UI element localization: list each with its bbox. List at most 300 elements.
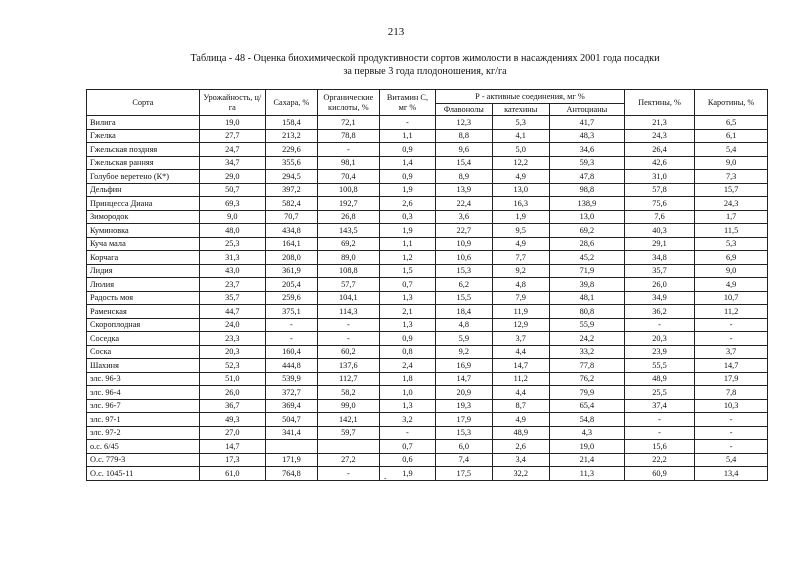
table-cell: 112,7 — [317, 372, 379, 386]
table-cell: - — [624, 318, 694, 332]
table-cell: 3,6 — [436, 210, 492, 224]
table-cell: 55,9 — [549, 318, 624, 332]
table-cell: 5,3 — [492, 116, 549, 130]
table-cell: 11,9 — [492, 305, 549, 319]
table-cell: 76,2 — [549, 372, 624, 386]
table-cell: 37,4 — [624, 399, 694, 413]
caption-line-1: Таблица - 48 - Оценка биохимической продуктивности сортов жимолости в насаждениях 2001 года посадки — [190, 53, 660, 64]
table-cell: 9,0 — [695, 264, 768, 278]
table-cell: 1,1 — [379, 237, 435, 251]
table-row — [87, 237, 768, 251]
table-row — [87, 183, 768, 197]
table-cell: 4,9 — [695, 278, 768, 292]
table-cell: 361,9 — [265, 264, 317, 278]
table-cell: 138,9 — [549, 197, 624, 211]
table-cell: 32,2 — [492, 467, 549, 481]
table-cell: 17,3 — [199, 453, 265, 467]
table-cell: 8,8 — [436, 129, 492, 143]
table-cell: 48,1 — [549, 291, 624, 305]
table-cell: 397,2 — [265, 183, 317, 197]
table-cell: 23,7 — [199, 278, 265, 292]
table-row — [87, 291, 768, 305]
table-cell: 4,3 — [549, 426, 624, 440]
table-cell: 19,3 — [436, 399, 492, 413]
cell-sort-name: Голубое веретено (К*) — [87, 170, 200, 184]
table-cell: 65,4 — [549, 399, 624, 413]
table-cell: 1,9 — [379, 183, 435, 197]
table-cell: 20,3 — [199, 345, 265, 359]
header-flavonols: Флавонолы — [436, 104, 492, 116]
table-cell: 100,8 — [317, 183, 379, 197]
table-row — [87, 156, 768, 170]
table-cell: 11,3 — [549, 467, 624, 481]
table-row — [87, 413, 768, 427]
table-cell: 44,7 — [199, 305, 265, 319]
table-cell: 137,6 — [317, 359, 379, 373]
cell-sort-name: Зимородок — [87, 210, 200, 224]
table-cell: 171,9 — [265, 453, 317, 467]
table-cell: 60,2 — [317, 345, 379, 359]
table-caption — [90, 52, 760, 78]
header-vitamin-c: Витамин С, мг % — [379, 90, 435, 116]
table-cell: 7,8 — [695, 386, 768, 400]
table-body — [87, 116, 768, 481]
table-cell: 13,0 — [549, 210, 624, 224]
table-cell: 9,2 — [492, 264, 549, 278]
cell-sort-name: элс. 97-2 — [87, 426, 200, 440]
table-cell: 764,8 — [265, 467, 317, 481]
table-cell: 25,3 — [199, 237, 265, 251]
table-cell: 372,7 — [265, 386, 317, 400]
table-cell: 9,5 — [492, 224, 549, 238]
table-cell: 59,7 — [317, 426, 379, 440]
table-cell: 14,7 — [199, 440, 265, 454]
table-cell: 213,2 — [265, 129, 317, 143]
table-cell: 20,3 — [624, 332, 694, 346]
table-cell: 98,1 — [317, 156, 379, 170]
table-cell: 14,7 — [695, 359, 768, 373]
table-cell: 2,6 — [379, 197, 435, 211]
table-cell: 4,9 — [492, 170, 549, 184]
table-cell: 27,2 — [317, 453, 379, 467]
table-cell: 0,8 — [379, 345, 435, 359]
table-row — [87, 453, 768, 467]
cell-sort-name: о.с. 6/45 — [87, 440, 200, 454]
cell-sort-name: О.с. 1045-11 — [87, 467, 200, 481]
table-cell: 36,2 — [624, 305, 694, 319]
table-cell: 1,9 — [492, 210, 549, 224]
table-cell: 12,9 — [492, 318, 549, 332]
table-cell: - — [695, 318, 768, 332]
table-cell: - — [317, 143, 379, 157]
table-cell: 192,7 — [317, 197, 379, 211]
table-cell: 48,9 — [492, 426, 549, 440]
table-cell: 0,9 — [379, 143, 435, 157]
table-cell: 0,9 — [379, 170, 435, 184]
table-cell: 24,7 — [199, 143, 265, 157]
table-cell: 59,3 — [549, 156, 624, 170]
table-cell: 5,0 — [492, 143, 549, 157]
table-cell: 142,1 — [317, 413, 379, 427]
table-cell: 45,2 — [549, 251, 624, 265]
cell-sort-name: Скороплодная — [87, 318, 200, 332]
table-cell: 4,9 — [492, 413, 549, 427]
table-cell: 34,9 — [624, 291, 694, 305]
table-cell: 158,4 — [265, 116, 317, 130]
table-cell: 75,6 — [624, 197, 694, 211]
table-cell: 108,8 — [317, 264, 379, 278]
cell-sort-name: элс. 96-3 — [87, 372, 200, 386]
table-cell: 0,9 — [379, 332, 435, 346]
table-cell: 10,7 — [695, 291, 768, 305]
table-cell: 89,0 — [317, 251, 379, 265]
table-cell: 21,3 — [624, 116, 694, 130]
table-cell: 8,7 — [492, 399, 549, 413]
table-cell — [317, 440, 379, 454]
table-cell: 17,5 — [436, 467, 492, 481]
header-catechins: катехины — [492, 104, 549, 116]
table-cell: 4,8 — [436, 318, 492, 332]
table-cell: 3,2 — [379, 413, 435, 427]
table-cell: 0,7 — [379, 278, 435, 292]
table-cell: 1,7 — [695, 210, 768, 224]
table-cell: 1,8 — [379, 372, 435, 386]
table-cell: 15,7 — [695, 183, 768, 197]
table-cell: 1,2 — [379, 251, 435, 265]
table-row — [87, 399, 768, 413]
cell-sort-name: Корчага — [87, 251, 200, 265]
table-cell: 54,8 — [549, 413, 624, 427]
cell-sort-name: Радость моя — [87, 291, 200, 305]
table-row — [87, 386, 768, 400]
table-cell: 444,8 — [265, 359, 317, 373]
table-cell: 43,0 — [199, 264, 265, 278]
table-cell — [265, 440, 317, 454]
table-cell: 35,7 — [199, 291, 265, 305]
table-cell: 15,6 — [624, 440, 694, 454]
table-cell: 25,5 — [624, 386, 694, 400]
table-cell: 16,9 — [436, 359, 492, 373]
table-row — [87, 278, 768, 292]
table-cell: 375,1 — [265, 305, 317, 319]
table-cell: 15,5 — [436, 291, 492, 305]
table-cell: 539,9 — [265, 372, 317, 386]
table-cell: 19,0 — [199, 116, 265, 130]
table-cell: 6,0 — [436, 440, 492, 454]
table-cell: 1,3 — [379, 291, 435, 305]
table-cell: 48,0 — [199, 224, 265, 238]
table-cell: 5,4 — [695, 143, 768, 157]
table-cell: 15,4 — [436, 156, 492, 170]
table-cell: 1,3 — [379, 318, 435, 332]
caption-line-2: за первые 3 года плодоношения, кг/га — [343, 66, 507, 77]
table-cell: 13,4 — [695, 467, 768, 481]
table-cell: 1,4 — [379, 156, 435, 170]
table-cell: 12,2 — [492, 156, 549, 170]
cell-sort-name: Гжельская ранняя — [87, 156, 200, 170]
table-cell: 24,3 — [624, 129, 694, 143]
table-row — [87, 440, 768, 454]
table-cell: 14,7 — [492, 359, 549, 373]
table-cell: 9,6 — [436, 143, 492, 157]
table-cell: 80,8 — [549, 305, 624, 319]
table-cell: 69,3 — [199, 197, 265, 211]
table-cell: 9,0 — [695, 156, 768, 170]
table-cell: 6,1 — [695, 129, 768, 143]
cell-sort-name: элс. 96-7 — [87, 399, 200, 413]
table-row — [87, 197, 768, 211]
table-cell: 34,6 — [549, 143, 624, 157]
table-cell: 24,0 — [199, 318, 265, 332]
table-cell: 33,2 — [549, 345, 624, 359]
cell-sort-name: Гжелка — [87, 129, 200, 143]
table-cell: 4,4 — [492, 345, 549, 359]
table-cell: 6,5 — [695, 116, 768, 130]
table-cell: 15,3 — [436, 426, 492, 440]
table-cell: 72,1 — [317, 116, 379, 130]
cell-sort-name: Принцесса Диана — [87, 197, 200, 211]
table-row — [87, 332, 768, 346]
table-cell: 48,3 — [549, 129, 624, 143]
table-cell: 26,0 — [624, 278, 694, 292]
table-cell: 7,9 — [492, 291, 549, 305]
table-cell: 9,2 — [436, 345, 492, 359]
table-cell: 77,8 — [549, 359, 624, 373]
table-row — [87, 116, 768, 130]
header-pectins: Пектины, % — [624, 90, 694, 116]
table-cell: 1,9 — [379, 224, 435, 238]
table-cell: 582,4 — [265, 197, 317, 211]
cell-sort-name: Раменская — [87, 305, 200, 319]
table-cell: 12,3 — [436, 116, 492, 130]
table-cell: 143,5 — [317, 224, 379, 238]
table-cell: 22,4 — [436, 197, 492, 211]
table-cell: 2,4 — [379, 359, 435, 373]
table-cell: - — [265, 318, 317, 332]
table-cell: - — [379, 116, 435, 130]
table-cell: 13,0 — [492, 183, 549, 197]
cell-sort-name: Лидия — [87, 264, 200, 278]
table-cell: 27,0 — [199, 426, 265, 440]
table-row — [87, 467, 768, 481]
cell-sort-name: Люлия — [87, 278, 200, 292]
table-cell: - — [317, 318, 379, 332]
table-row — [87, 224, 768, 238]
table-cell: 10,9 — [436, 237, 492, 251]
table-cell: 7,7 — [492, 251, 549, 265]
table-cell: 28,6 — [549, 237, 624, 251]
table-cell: 70,7 — [265, 210, 317, 224]
table-cell: 70,4 — [317, 170, 379, 184]
table-cell: 9,0 — [199, 210, 265, 224]
cell-sort-name: Шахиня — [87, 359, 200, 373]
table-cell: 10,6 — [436, 251, 492, 265]
table-cell: 55,5 — [624, 359, 694, 373]
table-cell: 50,7 — [199, 183, 265, 197]
table-cell: 57,7 — [317, 278, 379, 292]
cell-sort-name: Соска — [87, 345, 200, 359]
table-row — [87, 305, 768, 319]
table-cell: 4,4 — [492, 386, 549, 400]
table-row — [87, 251, 768, 265]
table-cell: 34,8 — [624, 251, 694, 265]
header-acids: Органические кислоты, % — [317, 90, 379, 116]
table-cell: 40,3 — [624, 224, 694, 238]
table-row — [87, 359, 768, 373]
table-cell: 52,3 — [199, 359, 265, 373]
table-cell: 14,7 — [436, 372, 492, 386]
header-p-active: Р - активные соединения, мг % — [436, 90, 625, 104]
table-cell: 19,0 — [549, 440, 624, 454]
table-cell: 0,6 — [379, 453, 435, 467]
table-cell: 5,9 — [436, 332, 492, 346]
table-cell: 39,8 — [549, 278, 624, 292]
table-cell: - — [317, 332, 379, 346]
data-table — [86, 89, 768, 481]
table-cell: - — [317, 467, 379, 481]
table-cell: - — [265, 332, 317, 346]
table-cell: 34,7 — [199, 156, 265, 170]
table-cell: 79,9 — [549, 386, 624, 400]
table-cell: 29,0 — [199, 170, 265, 184]
scan-noise — [0, 2, 792, 5]
table-cell: 18,4 — [436, 305, 492, 319]
table-cell: 29,1 — [624, 237, 694, 251]
header-sugar: Сахара, % — [265, 90, 317, 116]
table-cell: - — [624, 426, 694, 440]
table-cell: 114,3 — [317, 305, 379, 319]
cell-sort-name: элс. 97-1 — [87, 413, 200, 427]
table-cell: 48,9 — [624, 372, 694, 386]
table-cell: 71,9 — [549, 264, 624, 278]
header-sort: Сорта — [87, 90, 200, 116]
table-row — [87, 426, 768, 440]
table-cell: 3,7 — [492, 332, 549, 346]
table-cell: 26,8 — [317, 210, 379, 224]
table-cell: 47,8 — [549, 170, 624, 184]
table-cell: 42,6 — [624, 156, 694, 170]
table-row — [87, 264, 768, 278]
table-cell: 49,3 — [199, 413, 265, 427]
table-cell: 41,7 — [549, 116, 624, 130]
table-cell: 27,7 — [199, 129, 265, 143]
page-number: 213 — [387, 26, 405, 38]
table-cell: 22,2 — [624, 453, 694, 467]
table-cell: 69,2 — [317, 237, 379, 251]
table-cell: 1,5 — [379, 264, 435, 278]
table-cell: 5,3 — [695, 237, 768, 251]
table-cell: 17,9 — [436, 413, 492, 427]
table-cell: 60,9 — [624, 467, 694, 481]
table-cell: - — [695, 426, 768, 440]
table-cell: 294,5 — [265, 170, 317, 184]
table-row — [87, 345, 768, 359]
cell-sort-name: Соседка — [87, 332, 200, 346]
table-cell: 164,1 — [265, 237, 317, 251]
table-cell: - — [379, 426, 435, 440]
table-cell: 31,3 — [199, 251, 265, 265]
table-cell: 20,9 — [436, 386, 492, 400]
table-cell: 24,2 — [549, 332, 624, 346]
table-cell: 1,1 — [379, 129, 435, 143]
table-cell: 23,3 — [199, 332, 265, 346]
table-cell: 205,4 — [265, 278, 317, 292]
table-cell: 160,4 — [265, 345, 317, 359]
table-row — [87, 170, 768, 184]
header-anthocyanins: Антоцианы — [549, 104, 624, 116]
table-cell: 229,6 — [265, 143, 317, 157]
table-row — [87, 210, 768, 224]
table-cell: 11,5 — [695, 224, 768, 238]
cell-sort-name: Куча мала — [87, 237, 200, 251]
table-cell: 1,3 — [379, 399, 435, 413]
table-cell: 31,0 — [624, 170, 694, 184]
cell-sort-name: Куминовка — [87, 224, 200, 238]
table-row — [87, 372, 768, 386]
table-cell: 4,8 — [492, 278, 549, 292]
table-cell: - — [695, 413, 768, 427]
table-cell: 208,0 — [265, 251, 317, 265]
table-cell: 23,9 — [624, 345, 694, 359]
table-cell: 355,6 — [265, 156, 317, 170]
table-cell: 17,9 — [695, 372, 768, 386]
table-cell: 259,6 — [265, 291, 317, 305]
table-cell: 26,0 — [199, 386, 265, 400]
cell-sort-name: О.с. 779-3 — [87, 453, 200, 467]
table-cell: 99,0 — [317, 399, 379, 413]
table-cell: 78,8 — [317, 129, 379, 143]
table-cell: 3,7 — [695, 345, 768, 359]
table-cell: 1,9 — [379, 467, 435, 481]
cell-sort-name: Гжельская поздняя — [87, 143, 200, 157]
table-cell: 8,9 — [436, 170, 492, 184]
table-cell: 1,0 — [379, 386, 435, 400]
table-cell: 10,3 — [695, 399, 768, 413]
table-cell: 7,3 — [695, 170, 768, 184]
table-cell: 11,2 — [695, 305, 768, 319]
table-cell: 6,2 — [436, 278, 492, 292]
table-cell: 26,4 — [624, 143, 694, 157]
table-cell: 69,2 — [549, 224, 624, 238]
table-cell: 0,3 — [379, 210, 435, 224]
table-cell: 504,7 — [265, 413, 317, 427]
header-carotins: Каротины, % — [695, 90, 768, 116]
header-yield: Урожайность, ц/га — [199, 90, 265, 116]
table-cell: 57,8 — [624, 183, 694, 197]
table-cell: 58,2 — [317, 386, 379, 400]
footer-mark: - — [384, 474, 387, 482]
table-cell: 7,4 — [436, 453, 492, 467]
table-cell: 341,4 — [265, 426, 317, 440]
table-cell: 2,1 — [379, 305, 435, 319]
table-cell: 2,6 — [492, 440, 549, 454]
table-cell: 0,7 — [379, 440, 435, 454]
table-row — [87, 318, 768, 332]
table-cell: 16,3 — [492, 197, 549, 211]
table-cell: 6,9 — [695, 251, 768, 265]
table-row — [87, 143, 768, 157]
table-cell: 7,6 — [624, 210, 694, 224]
table-cell: 369,4 — [265, 399, 317, 413]
table-cell: 4,9 — [492, 237, 549, 251]
table-cell: 4,1 — [492, 129, 549, 143]
table-cell: 21,4 — [549, 453, 624, 467]
cell-sort-name: Вилига — [87, 116, 200, 130]
table-cell: 15,3 — [436, 264, 492, 278]
table-cell: - — [695, 332, 768, 346]
table-cell: - — [695, 440, 768, 454]
table-cell: 36,7 — [199, 399, 265, 413]
